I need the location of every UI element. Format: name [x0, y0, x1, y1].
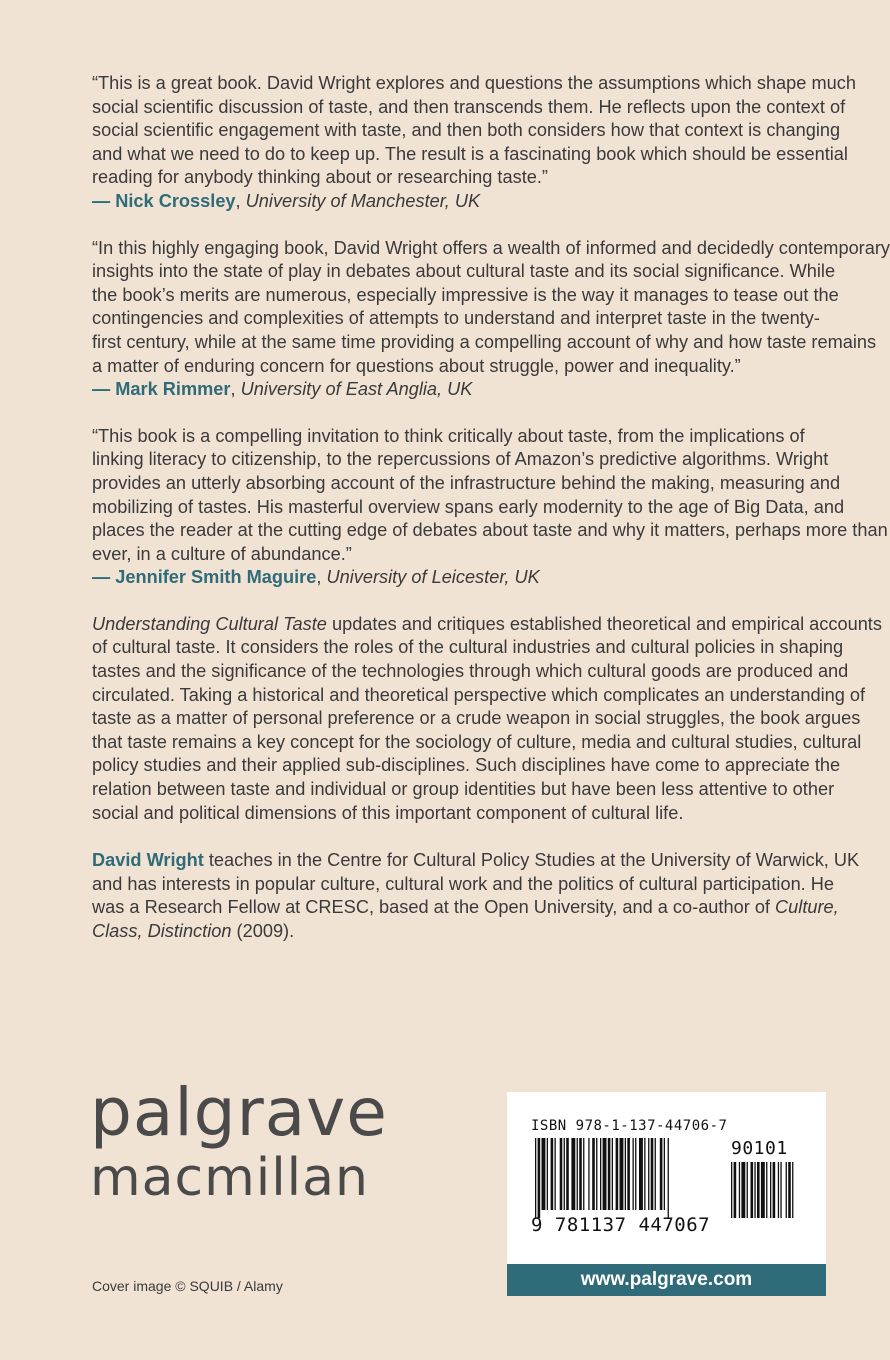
- author-bio: [92, 849, 860, 943]
- barcode-bar: [555, 1138, 556, 1210]
- publisher-website[interactable]: www.palgrave.com: [507, 1264, 826, 1296]
- barcode-bar: [608, 1138, 611, 1210]
- barcode-bar: [583, 1138, 584, 1210]
- barcode-addon-bar: [747, 1162, 748, 1218]
- quote-line: social scientific discussion of taste, and then transcends them. He reflects upon the context of: [92, 96, 846, 117]
- cited-work-title: Culture,: [775, 897, 839, 918]
- description-line: [92, 613, 882, 637]
- quote-line: linking literacy to citizenship, to the repercussions of Amazon’s predictive algorithms. Wright: [92, 449, 829, 470]
- barcode-bar: [566, 1138, 569, 1210]
- barcode-bar: [564, 1138, 565, 1210]
- quote-line: contingencies and complexities of attempts to understand and interpret taste in the twenty-: [92, 308, 820, 329]
- barcode-bar: [648, 1138, 649, 1210]
- quote-line: places the reader at the cutting edge of debates about taste and why it matters, perhaps more than: [92, 520, 888, 541]
- barcode-bar: [639, 1138, 643, 1210]
- book-title: Understanding Cultural Taste: [92, 613, 327, 634]
- bio-text: was a Research Fellow at CRESC, based at the Open University, and a co-author of: [92, 897, 776, 918]
- bio-line: [92, 896, 839, 920]
- quote-line: mobilizing of tastes. His masterful overview spans early modernity to the age of Big Data, and: [92, 496, 845, 517]
- barcode-bar: [538, 1138, 541, 1218]
- barcode-bar: [620, 1138, 624, 1210]
- barcode-bar: [592, 1138, 595, 1210]
- endorsement-quote-1: [92, 72, 856, 214]
- quote-author: — Mark Rimmer: [92, 379, 231, 400]
- barcode-addon-bar: [780, 1162, 781, 1218]
- barcode-addon-bar: [786, 1162, 787, 1218]
- barcode-addon-digits: 90101: [731, 1138, 788, 1159]
- quote-line: reading for anybody thinking about or researching taste.”: [92, 167, 548, 188]
- quote-line: “In this highly engaging book, David Wright offers a wealth of informed and decidedly contemporary: [92, 237, 890, 258]
- barcode-bar: [603, 1138, 607, 1210]
- barcode-addon-bar: [734, 1162, 737, 1218]
- quote-attribution: — Mark Rimmer, University of East Anglia, UK: [92, 379, 473, 400]
- description-line: relation between taste and individual or group identities but have been less attentive to other: [92, 779, 835, 800]
- barcode-bar: [635, 1138, 636, 1210]
- barcode-bar: [616, 1138, 619, 1210]
- quote-line: ever, in a culture of abundance.”: [92, 543, 352, 564]
- bio-text: teaches in the Centre for Cultural Policy Studies at the University of Warwick, UK: [203, 850, 860, 871]
- quote-affiliation: University of Leicester, UK: [326, 567, 540, 588]
- barcode-bar: [644, 1138, 645, 1210]
- quote-line: provides an utterly absorbing account of the infrastructure behind the making, measuring and: [92, 472, 841, 493]
- bio-line: [92, 920, 826, 944]
- description-text: updates and critiques established theoretical and empirical accounts: [326, 613, 882, 634]
- barcode-bar: [627, 1138, 630, 1210]
- isbn-text: ISBN 978-1-137-44706-7: [531, 1118, 728, 1134]
- quote-attribution: — Jennifer Smith Maguire, University of Leicester, UK: [92, 567, 540, 588]
- description-line: policy studies and their applied sub-disciplines. Such disciplines have come to appreciate the: [92, 755, 841, 776]
- barcode-bar: [668, 1138, 669, 1218]
- barcode-bar: [560, 1138, 563, 1210]
- bio-line: [92, 849, 860, 873]
- barcode-digits: 9 781137 447067: [531, 1214, 711, 1236]
- logo-line-macmillan: macmillan: [90, 1148, 369, 1208]
- quote-affiliation: University of East Anglia, UK: [240, 379, 473, 400]
- description-line: circulated. Taking a historical and theoretical perspective which complicates an understanding of: [92, 684, 866, 705]
- back-cover-text: [92, 72, 890, 944]
- quote-line: insights into the state of play in debates about cultural taste and its social significance. While: [92, 261, 836, 282]
- description-line: taste as a matter of personal preference or a crude weapon in social struggles, the book argues: [92, 708, 861, 729]
- cover-image-credit: Cover image © SQUIB / Alamy: [92, 1278, 283, 1294]
- barcode-bar: [600, 1138, 601, 1210]
- description-line: tastes and the significance of the technologies through which cultural goods are produced and: [92, 661, 849, 682]
- barcode-bar: [571, 1138, 575, 1210]
- quote-line: social scientific engagement with taste, and then both considers how that context is changing: [92, 120, 841, 141]
- barcode-bar: [651, 1138, 654, 1210]
- barcode-bar: [579, 1138, 582, 1210]
- barcode-bar: [612, 1138, 613, 1210]
- cited-work-title: Class, Distinction: [92, 921, 232, 941]
- book-description: [92, 613, 882, 825]
- barcode-bar: [596, 1138, 597, 1210]
- barcode-bar: [660, 1138, 663, 1210]
- barcode-addon-bar: [751, 1162, 754, 1218]
- barcode-addon-bar: [770, 1162, 771, 1218]
- bio-line: and has interests in popular culture, cultural work and the politics of cultural participation. He: [92, 873, 835, 894]
- description-line: that taste remains a key concept for the sociology of culture, media and cultural studies, cultural: [92, 731, 862, 752]
- quote-author: — Nick Crossley: [92, 190, 236, 211]
- barcode-addon-bar: [766, 1162, 767, 1218]
- endorsement-quote-2: [92, 237, 890, 402]
- barcode-bar: [577, 1138, 578, 1210]
- quote-line: “This book is a compelling invitation to think critically about taste, from the implications of: [92, 425, 805, 446]
- barcode-bar: [664, 1138, 665, 1210]
- barcode-addon-bar: [778, 1162, 779, 1218]
- barcode-bar: [535, 1138, 536, 1218]
- quote-attribution: — Nick Crossley, University of Manchester, UK: [92, 190, 481, 211]
- logo-line-palgrave: palgrave: [90, 1074, 388, 1151]
- quote-line: a matter of enduring concern for questions about struggle, power and inequality.”: [92, 355, 741, 376]
- quote-author: — Jennifer Smith Maguire: [92, 567, 317, 588]
- barcode-addon-bar: [792, 1162, 793, 1218]
- barcode-addon-bar: [741, 1162, 745, 1218]
- barcode-addon-bar: [788, 1162, 791, 1218]
- isbn-barcode: [507, 1092, 826, 1264]
- barcode-addon-bar: [773, 1162, 776, 1218]
- barcode-addon-bar: [754, 1162, 755, 1218]
- barcode-addon-bar: [731, 1162, 732, 1218]
- bio-text: (2009).: [231, 921, 295, 941]
- quote-line: and what we need to do to keep up. The result is a fascinating book which should be essential: [92, 143, 848, 164]
- author-name: David Wright: [92, 850, 204, 871]
- barcode-bar: [625, 1138, 626, 1210]
- barcode-addon-bar: [761, 1162, 765, 1218]
- barcode-bar: [547, 1138, 548, 1210]
- barcode-bar: [655, 1138, 656, 1210]
- quote-affiliation: University of Manchester, UK: [245, 190, 481, 211]
- barcode-addon-bar: [757, 1162, 760, 1218]
- barcode-bar: [588, 1138, 589, 1210]
- barcode-bar: [633, 1138, 634, 1210]
- barcode-bar: [551, 1138, 554, 1210]
- endorsement-quote-3: [92, 425, 888, 590]
- description-line: social and political dimensions of this important component of cultural life.: [92, 802, 684, 823]
- quote-line: the book’s merits are numerous, especially impressive is the way it manages to tease out the: [92, 284, 839, 305]
- barcode-addon-bar: [739, 1162, 740, 1218]
- quote-line: “This is a great book. David Wright explores and questions the assumptions which shape much: [92, 73, 856, 93]
- barcode-bar: [542, 1138, 546, 1210]
- quote-line: first century, while at the same time providing a compelling account of why and how taste remains: [92, 331, 877, 352]
- description-line: of cultural taste. It considers the roles of the cultural industries and cultural policies in shaping: [92, 637, 844, 658]
